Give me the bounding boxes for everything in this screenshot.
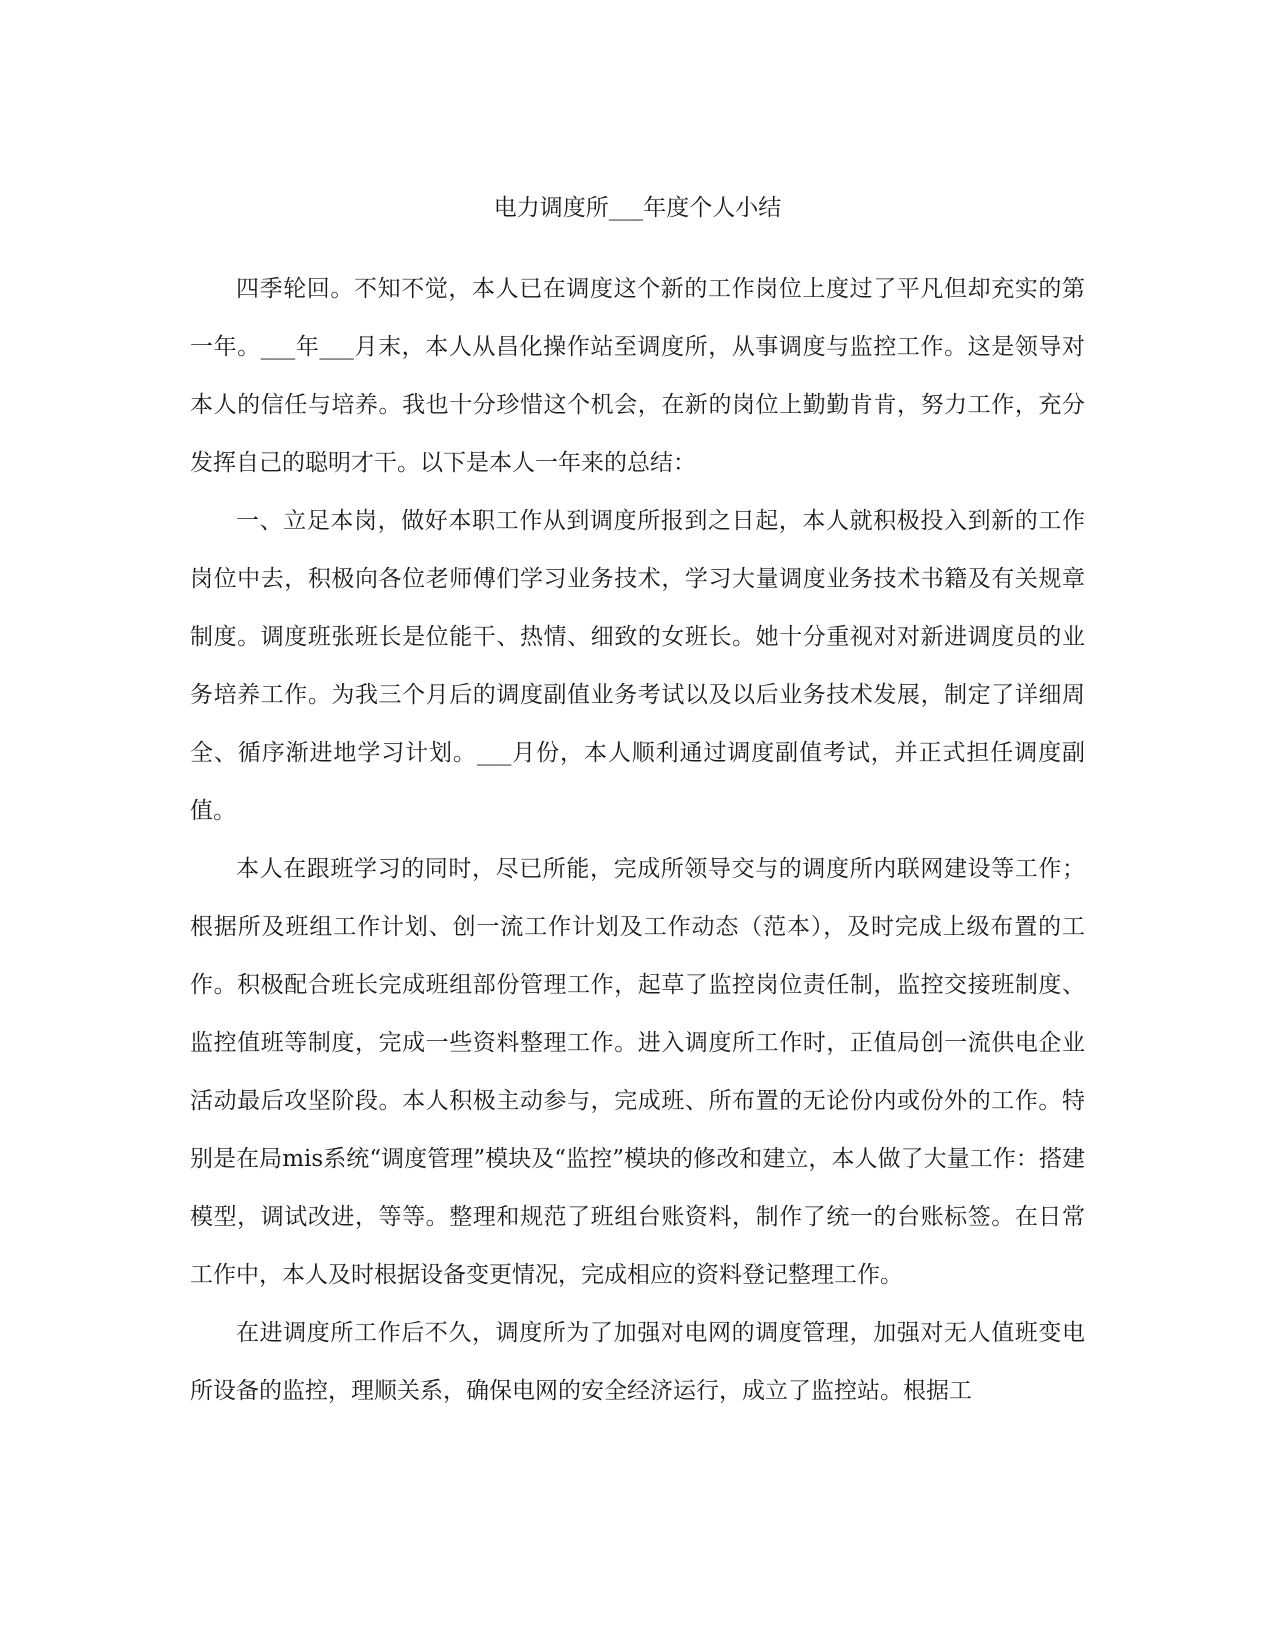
document-title: 电力调度所___年度个人小结	[493, 195, 782, 221]
paragraph: 一、立足本岗，做好本职工作从到调度所报到之日起，本人就积极投入到新的工作岗位中去，积极向各位老师傅们学习业务技术，学习大量调度业务技术书籍及有关规章制度。调度班张班长是位能干、热情、细致的女班长。她十分重视对对新进调度员的业务培养工作。为我三个月后的调度副值业务考试以及以后业务技术发展，制定了详细周全、循序渐进地学习计划。___月份，本人顺利通过调度副值考试，并正式担任调度副值。	[190, 508, 1085, 824]
paragraph: 四季轮回。不知不觉，本人已在调度这个新的工作岗位上度过了平凡但却充实的第一年。___年___月末，本人从昌化操作站至调度所，从事调度与监控工作。这是领导对本人的信任与培养。我也十分珍惜这个机会，在新的岗位上勤勤肯肯，努力工作，充分发挥自己的聪明才干。以下是本人一年来的总结：	[190, 276, 1085, 476]
paragraph: 本人在跟班学习的同时，尽已所能，完成所领导交与的调度所内联网建设等工作；根据所及班组工作计划、创一流工作计划及工作动态（范本），及时完成上级布置的工作。积极配合班长完成班组部份管理工作，起草了监控岗位责任制，监控交接班制度、监控值班等制度，完成一些资料整理工作。进入调度所工作时，正值局创一流供电企业活动最后攻坚阶段。本人积极主动参与，完成班、所布置的无论份内或份外的工作。特别是在局mis系统“调度管理”模块及“监控”模块的修改和建立，本人做了大量工作：搭建模型，调试改进，等等。整理和规范了班组台账资料，制作了统一的台账标签。在日常工作中，本人及时根据设备变更情况，完成相应的资料登记整理工作。	[190, 856, 1085, 1288]
document-body	[190, 260, 1085, 1420]
paragraph: 在进调度所工作后不久，调度所为了加强对电网的调度管理，加强对无人值班变电所设备的监控，理顺关系，确保电网的安全经济运行，成立了监控站。根据工	[190, 1320, 1085, 1404]
